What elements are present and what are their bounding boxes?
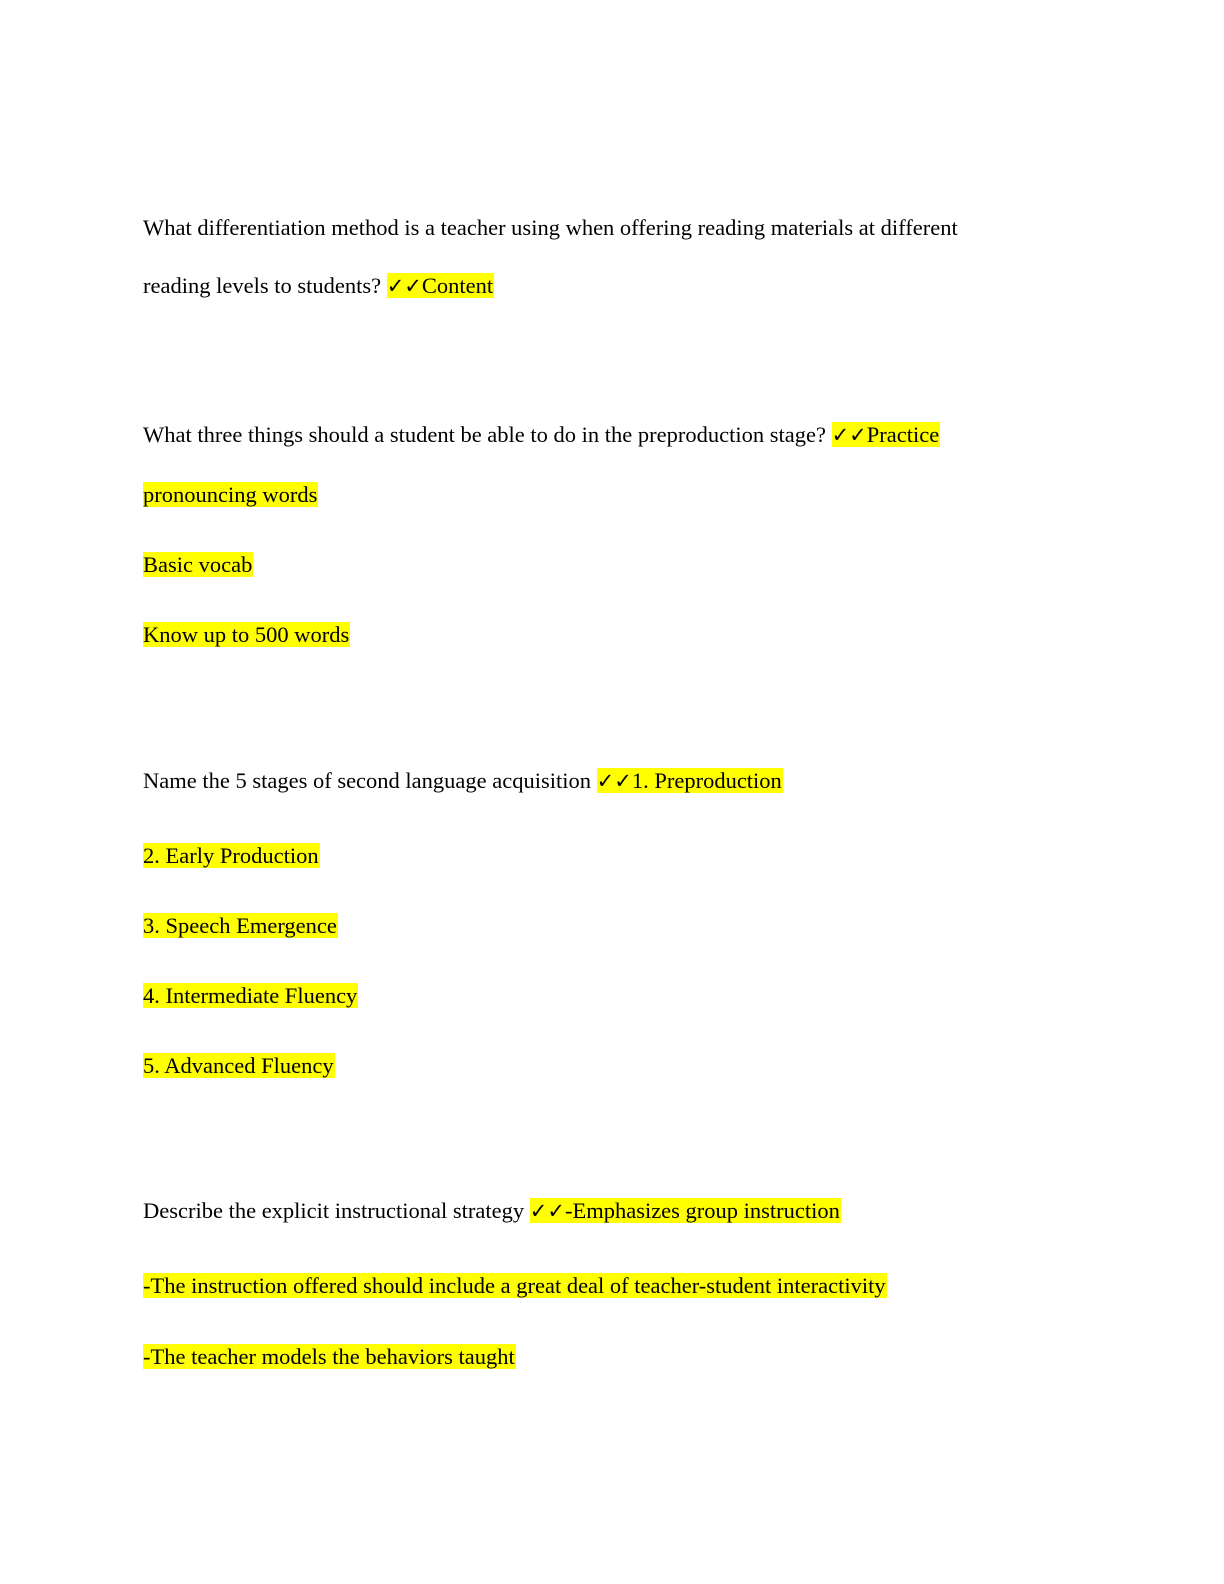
question-2-line-1: [143, 419, 940, 451]
answer-2: [832, 422, 941, 447]
answer-1-text: Content: [421, 273, 494, 298]
double-check-icon: ✓✓: [596, 769, 632, 793]
question-1-line-2: [143, 270, 494, 302]
question-3-text: Name the 5 stages of second language acquisition: [143, 768, 591, 793]
answer-2-line-3: [143, 549, 253, 581]
double-check-icon: ✓✓: [386, 274, 422, 298]
double-check-icon: ✓✓: [831, 423, 867, 447]
answer-3-line-4: [143, 980, 358, 1012]
answer-3-line-3: [143, 910, 338, 942]
answer-3-text: 1. Preproduction: [631, 768, 782, 793]
question-4-line-1: [143, 1195, 841, 1227]
answer-4-line-3: [143, 1341, 516, 1373]
question-1-text: reading levels to students?: [143, 273, 382, 298]
answer-2-item: pronouncing words: [143, 482, 318, 507]
answer-3-line-5: [143, 1050, 335, 1082]
question-2-text: What three things should a student be able to do in the preproduction stage?: [143, 422, 826, 447]
question-3-line-1: [143, 765, 783, 797]
answer-2-item: Know up to 500 words: [143, 622, 350, 647]
question-4-text: Describe the explicit instructional strategy: [143, 1198, 525, 1223]
answer-4-text: -Emphasizes group instruction: [564, 1198, 840, 1223]
answer-3-line-2: [143, 840, 320, 872]
answer-3-item: 5. Advanced Fluency: [143, 1053, 334, 1078]
double-check-icon: ✓✓: [529, 1199, 565, 1223]
answer-2-text: Practice: [866, 422, 940, 447]
question-1-line-1: What differentiation method is a teacher using when offering reading materials at different: [143, 215, 958, 240]
answer-2-line-2: [143, 479, 318, 511]
answer-4-item: -The instruction offered should include a great deal of teacher-student interactivity: [143, 1273, 886, 1298]
answer-1: [387, 273, 494, 298]
answer-3: [597, 768, 783, 793]
answer-4-item: -The teacher models the behaviors taught: [143, 1344, 515, 1369]
answer-4: [530, 1198, 841, 1223]
answer-3-item: 4. Intermediate Fluency: [143, 983, 358, 1008]
answer-4-line-2: [143, 1270, 887, 1302]
answer-2-line-4: [143, 619, 350, 651]
answer-2-item: Basic vocab: [143, 552, 253, 577]
answer-3-item: 3. Speech Emergence: [143, 913, 337, 938]
answer-3-item: 2. Early Production: [143, 843, 319, 868]
